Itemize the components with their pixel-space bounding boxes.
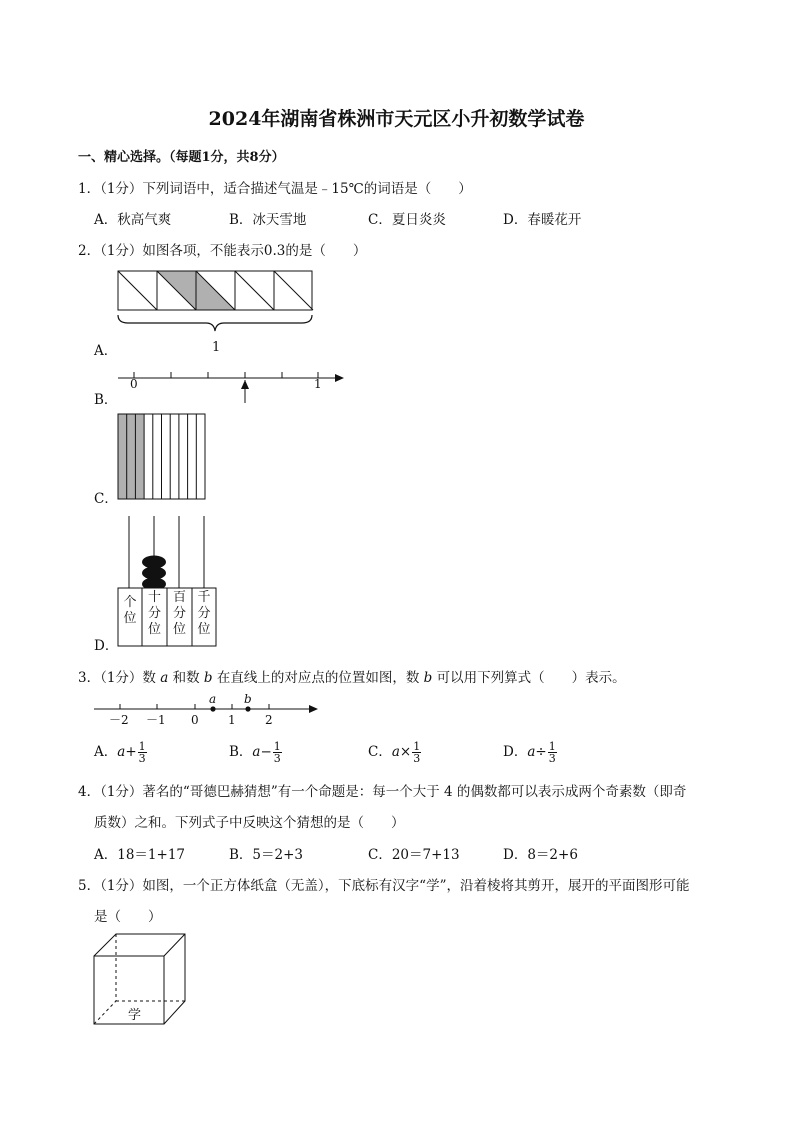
question-4-stem-line2: 质数）之和。下列式子中反映这个猜想的是（ ） — [94, 815, 405, 831]
tick-0: 0 — [191, 713, 199, 727]
q4-option-a[interactable]: A．18＝1+17 — [94, 847, 186, 863]
abacus-col-tenths: 十 分 位 — [147, 590, 161, 637]
q2-figure-b — [118, 366, 348, 406]
q4-option-c[interactable]: C．20＝7+13 — [368, 847, 460, 863]
q2-option-c[interactable]: C． — [94, 491, 118, 507]
section-heading: 一、精心选择。（每题1分，共8分） — [78, 150, 285, 165]
question-5-stem-line1: 5．（1分）如图，一个正方体纸盒（无盖），下底标有汉字“学”，沿着棱将其剪开，展开的平面图形可能 — [78, 878, 690, 894]
point-b — [245, 706, 250, 711]
cube-bottom-label: 学 — [128, 1008, 142, 1023]
q4-option-d[interactable]: D．8＝2+6 — [503, 847, 578, 863]
tick-neg2: －2 — [109, 713, 129, 727]
brace-label: 1 — [212, 340, 221, 355]
q3-option-c[interactable]: C．a× $\frac{1}{3}$ — [368, 740, 421, 765]
tick-1: 1 — [228, 713, 236, 727]
q4-option-b[interactable]: B．5＝2+3 — [229, 847, 303, 863]
page-title: 2024年湖南省株洲市天元区小升初数学试卷 — [208, 108, 585, 130]
brace — [118, 315, 312, 331]
q1-option-b[interactable]: B．冰天雪地 — [229, 212, 307, 228]
abacus-labels — [118, 588, 216, 646]
q1-option-c[interactable]: C．夏日炎炎 — [368, 212, 446, 228]
q2-option-a[interactable]: A． — [94, 343, 118, 359]
q5-cube-figure — [94, 933, 194, 1028]
q2-option-d[interactable]: D． — [94, 638, 119, 654]
abacus-col-hundredths: 百 分 位 — [172, 590, 186, 637]
tick-label-1: 1 — [314, 377, 322, 391]
q3-number-line — [94, 690, 324, 730]
q1-option-d[interactable]: D．春暖花开 — [503, 212, 582, 228]
question-3-stem: 3．（1分）数 a 和数 b 在直线上的对应点的位置如图，数 b 可以用下列算式（ ）表示。 — [78, 670, 626, 686]
q3-option-d[interactable]: D．a÷ $\frac{1}{3}$ — [503, 740, 556, 765]
question-5-stem-line2: 是（ ） — [94, 909, 162, 925]
tick-neg1: －1 — [146, 713, 166, 727]
abacus-col-thousandths: 千 分 位 — [197, 590, 211, 637]
q2-figure-c — [118, 414, 208, 502]
q2-figure-a — [118, 271, 318, 356]
question-2-stem: 2．（1分）如图各项，不能表示0.3的是（ ） — [78, 243, 367, 259]
q3-option-b[interactable]: B．a− $\frac{1}{3}$ — [229, 740, 281, 765]
q2-option-b[interactable]: B． — [94, 392, 118, 408]
point-a-label: a — [209, 692, 217, 706]
point-b-label: b — [244, 692, 252, 706]
question-1-stem: 1．（1分）下列词语中，适合描述气温是﹣15℃的词语是（ ） — [78, 181, 472, 197]
abacus-col-ones: 个 位 — [123, 595, 137, 626]
tick-2: 2 — [265, 713, 273, 727]
question-4-stem-line1: 4．（1分）著名的“哥德巴赫猜想”有一个命题是：每一个大于 4 的偶数都可以表示成两个奇素数（即奇 — [78, 784, 687, 800]
q3-option-a[interactable]: A．a+ $\frac{1}{3}$ — [94, 740, 146, 765]
point-a — [210, 706, 215, 711]
q1-option-a[interactable]: A．秋高气爽 — [94, 212, 172, 228]
tick-label-0: 0 — [130, 377, 138, 391]
